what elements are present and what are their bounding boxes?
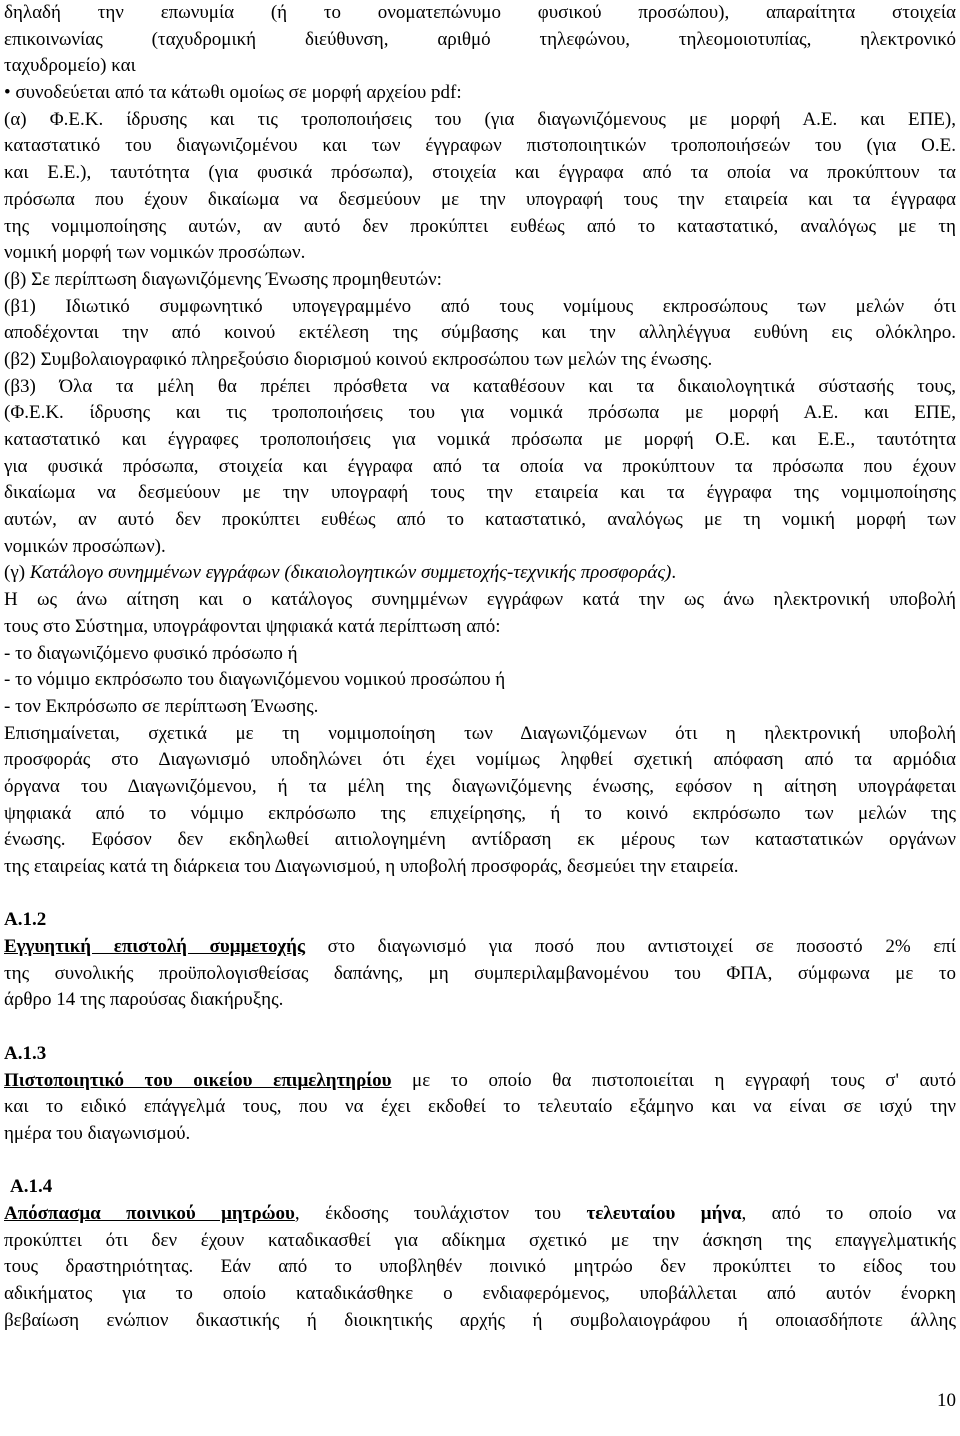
text-line: αποδέχονται την από κοινού εκτέλεση της σύμβασης και την αλληλέγγυα ευθύνη εις ολόκληρο.: [4, 322, 956, 344]
text-line: και το ειδικό επάγγελμά τους, που να έχει εκδοθεί το τελευταίο εξάμηνο και να είναι σε ισχύ την: [4, 1096, 956, 1118]
text-line: Απόσπασμα ποινικού μητρώου, έκδοσης τουλάχιστον του τελευταίου μήνα, από το οποίο να: [4, 1202, 956, 1224]
page-number: 10: [937, 1390, 956, 1411]
text-line: επικοινωνίας (ταχυδρομική διεύθυνση, αριθμό τηλεφώνου, τηλεομοιοτυπίας, ηλεκτρονικό: [4, 28, 956, 50]
section-title-a13: Πιστοποιητικό του οικείου επιμελητηρίου: [4, 1069, 392, 1091]
text-line: καταστατικό του διαγωνιζομένου και των έγγραφων πιστοποιητικών τροποποιήσεών του (για Ο.Ε.: [4, 135, 956, 157]
section-heading-a13: Α.1.3: [4, 1042, 47, 1064]
text-line: και Ε.Ε.), ταυτότητα (για φυσικά πρόσωπα), στοιχεία και έγγραφα από τα οποία να προκύπτουν τα: [4, 162, 956, 184]
section-heading-a12: Α.1.2: [4, 909, 47, 931]
text-line: της εταιρείας κατά τη διάρκεια του Διαγωνισμού, η υποβολή προσφοράς, δεσμεύει την εταιρεία.: [4, 856, 739, 877]
text-line: αυτών, αν αυτό δεν προκύπτει ευθέως από το καταστατικό, αναλόγως με τη νομική μορφή των: [4, 509, 956, 531]
gamma-italic-title: Κατάλογο συνημμένων εγγράφων (δικαιολογητικών συμμετοχής-τεχνικής προσφοράς): [29, 562, 672, 584]
text-line: - το διαγωνιζόμενο φυσικό πρόσωπο ή: [4, 642, 298, 664]
text-line: Επισημαίνεται, σχετικά με τη νομιμοποίηση των Διαγωνιζόμενων ότι η ηλεκτρονική υποβολή: [4, 722, 956, 744]
bullet-line: • συνοδεύεται από τα κάτωθι ομοίως σε μορφή αρχείου pdf:: [4, 82, 462, 104]
text-line: καταστατικό και έγγραφες τροποποιήσεις για νομικά πρόσωπα με μορφή Ο.Ε. και Ε.Ε., ταυτότητα: [4, 429, 956, 450]
text-line: τους δραστηριότητας. Εάν από το υποβληθέν ποινικό μητρώο δεν προκύπτει το είδος του: [4, 1256, 956, 1278]
gamma-item: [4, 560, 956, 587]
text-line: (α) Φ.Ε.Κ. ίδρυσης και τις τροποποιήσεις του (για διαγωνιζόμενους με μορφή Α.Ε. και ΕΠΕ),: [4, 108, 956, 130]
bold-phrase: τελευταίου μήνα: [586, 1202, 742, 1224]
text-line: ημέρα του διαγωνισμού.: [4, 1122, 191, 1144]
text-line: Πιστοποιητικό του οικείου επιμελητηρίου με το οποίο θα πιστοποιείται η εγγραφή τους σ' αυτό: [4, 1069, 956, 1091]
text-line: δηλαδή την επωνυμία (ή το ονοματεπώνυμο φυσικού προσώπου), απαραίτητα στοιχεία: [4, 2, 956, 23]
text-line: για φυσικά πρόσωπα, στοιχεία και έγγραφα από τα οποία να προκύπτουν τα πρόσωπα που έχουν: [4, 455, 956, 477]
text-line: ένωσης. Εφόσον δεν εκδηλωθεί αιτιολογημένη αντίδραση εκ μέρους των καταστατικών οργάνων: [4, 829, 956, 851]
text-line: της συνολικής προϋπολογισθείσας δαπάνης, μη συμπεριλαμβανομένου του ΦΠΑ, σύμφωνα με το: [4, 962, 956, 984]
text-line: ταχυδρομείο) και: [4, 55, 136, 77]
gamma-suffix: .: [671, 562, 677, 584]
text-line: προκύπτει ότι δεν έχουν καταδικασθεί για αδίκημα σχετικό με την άσκηση της επαγγελματικής: [4, 1229, 956, 1251]
text-line: βεβαίωση ενώπιον δικαστικής ή διοικητικής αρχής ή συμβολαιογράφου ή οποιασδήποτε άλλης: [4, 1309, 956, 1331]
text-line: (β) Σε περίπτωση διαγωνιζόμενης Ένωσης προμηθευτών:: [4, 268, 442, 290]
text-line: ψηφιακά από το νόμιμο εκπρόσωπο της επιχείρησης, ή το κοινό εκπρόσωπο των μελών της: [4, 802, 956, 824]
section-title-a14: Απόσπασμα ποινικού μητρώου: [4, 1202, 295, 1224]
text-line: - το νόμιμο εκπρόσωπο του διαγωνιζόμενου νομικού προσώπου ή: [4, 669, 506, 691]
text-line: προσφοράς στο Διαγωνισμό υποδηλώνει ότι έχει νομίμως ληφθεί σχετική απόφαση από τα αρμόδια: [4, 749, 956, 771]
text-line: άρθρο 14 της παρούσας διακήρυξης.: [4, 989, 284, 1011]
text-line: της νομιμοποίησης αυτών, αν αυτό δεν προκύπτει ευθέως από το καταστατικό, αναλόγως με τη: [4, 215, 956, 237]
text-line: Η ως άνω αίτηση και ο κατάλογος συνημμένων εγγράφων κατά την ως άνω ηλεκτρονική υποβολή: [4, 589, 956, 611]
text-line: όργανα του Διαγωνιζόμενου, ή τα μέλη της διαγωνιζόμενης ένωσης, εφόσον η αίτηση υπογράφεται: [4, 775, 956, 797]
gamma-prefix: (γ): [4, 562, 30, 584]
text-line: - τον Εκπρόσωπο σε περίπτωση Ένωσης.: [4, 695, 319, 717]
text-line: τους στο Σύστημα, υπογράφονται ψηφιακά κατά περίπτωση από:: [4, 615, 501, 637]
document-page: [4, 0, 956, 1334]
text-line: νομική μορφή των νομικών προσώπων.: [4, 242, 306, 264]
text-line: (β1) Ιδιωτικό συμφωνητικό υπογεγραμμένο από τους νομίμους εκπροσώπους των μελών ότι: [4, 295, 956, 317]
text-line: δικαίωμα να δεσμεύουν με την υπογραφή τους την εταιρεία και τα έγγραφα της νομιμοποίησης: [4, 482, 956, 504]
text-line: Εγγυητική επιστολή συμμετοχής στο διαγωνισμό για ποσό που αντιστοιχεί σε ποσοστό 2% επί: [4, 936, 956, 958]
text-line: (β3) Όλα τα μέλη θα πρέπει πρόσθετα να καταθέσουν και τα δικαιολογητικά σύστασής τους,: [4, 375, 956, 397]
text-line: πρόσωπα που έχουν δικαίωμα να δεσμεύουν με την υπογραφή τους την εταιρεία και τα έγγραφα: [4, 188, 956, 210]
text-line: (β2) Συμβολαιογραφικό πληρεξούσιο διορισμού κοινού εκπροσώπου των μελών της ένωσης.: [4, 348, 713, 370]
text-line: αδικήματος για το οποίο καταδικάσθηκε ο ενδιαφερόμενος, υποβάλλεται από αυτόν ένορκη: [4, 1283, 956, 1304]
section-title-a12: Εγγυητική επιστολή συμμετοχής: [4, 936, 305, 958]
section-heading-a14: Α.1.4: [10, 1176, 53, 1198]
text-line: (Φ.Ε.Κ. ίδρυσης και τις τροποποιήσεις του για νομικά πρόσωπα με μορφή Α.Ε. και ΕΠΕ,: [4, 402, 956, 424]
text-line: νομικών προσώπων).: [4, 535, 166, 557]
